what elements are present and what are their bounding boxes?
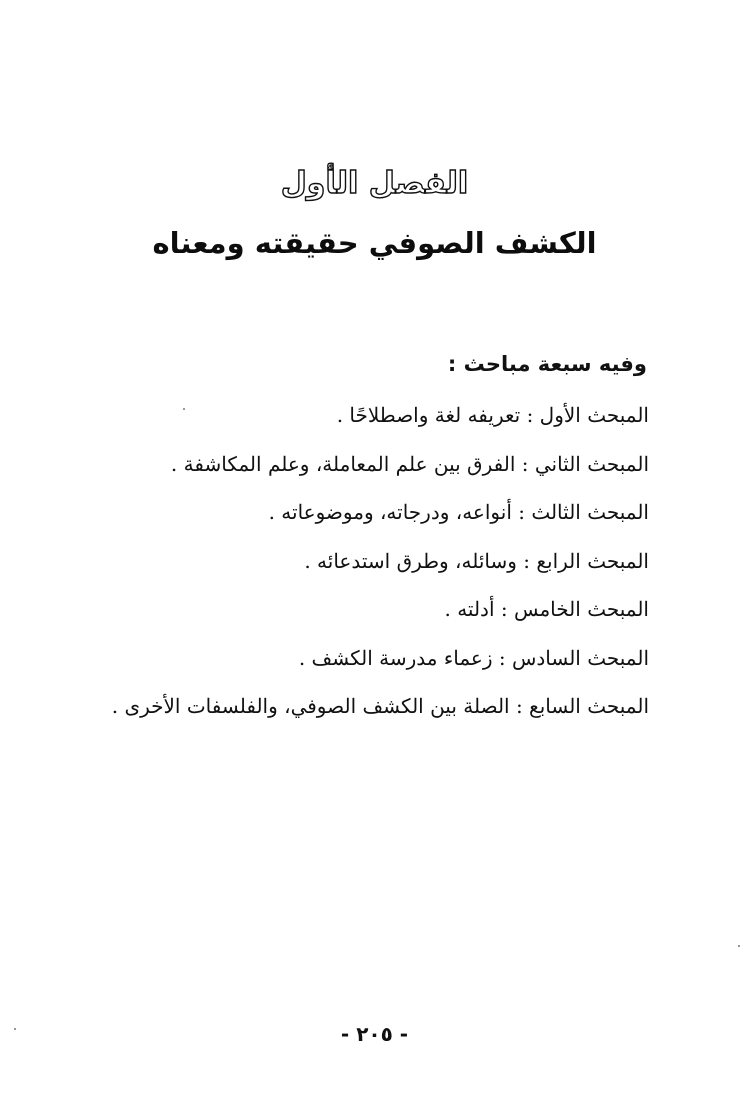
section-item-6: المبحث السادس : زعماء مدرسة الكشف . xyxy=(298,645,649,670)
sections-list xyxy=(112,398,649,738)
section-item-2: المبحث الثاني : الفرق بين علم المعاملة، وعلم المكاشفة . xyxy=(170,451,649,476)
section-item-1: المبحث الأول : تعريفه لغة واصطلاحًا . xyxy=(336,403,649,427)
scan-speck xyxy=(14,1028,16,1030)
section-item-5: المبحث الخامس : أدلته . xyxy=(444,597,649,621)
section-item-4: المبحث الرابع : وسائله، وطرق استدعائه . xyxy=(304,548,649,573)
page-number: - ٢٠٥ - xyxy=(340,1022,409,1046)
scan-speck xyxy=(183,408,185,410)
section-item-3: المبحث الثالث : أنواعه، ودرجاته، وموضوعاته . xyxy=(268,500,649,524)
scan-speck xyxy=(738,945,740,947)
sections-intro: وفيه سبعة مباحث : xyxy=(447,352,647,376)
chapter-label: الفصل الأول xyxy=(280,166,469,201)
section-item-7: المبحث السابع : الصلة بين الكشف الصوفي، والفلسفات الأخرى . xyxy=(111,694,649,718)
chapter-title: الكشف الصوفي حقيقته ومعناه xyxy=(152,226,597,260)
